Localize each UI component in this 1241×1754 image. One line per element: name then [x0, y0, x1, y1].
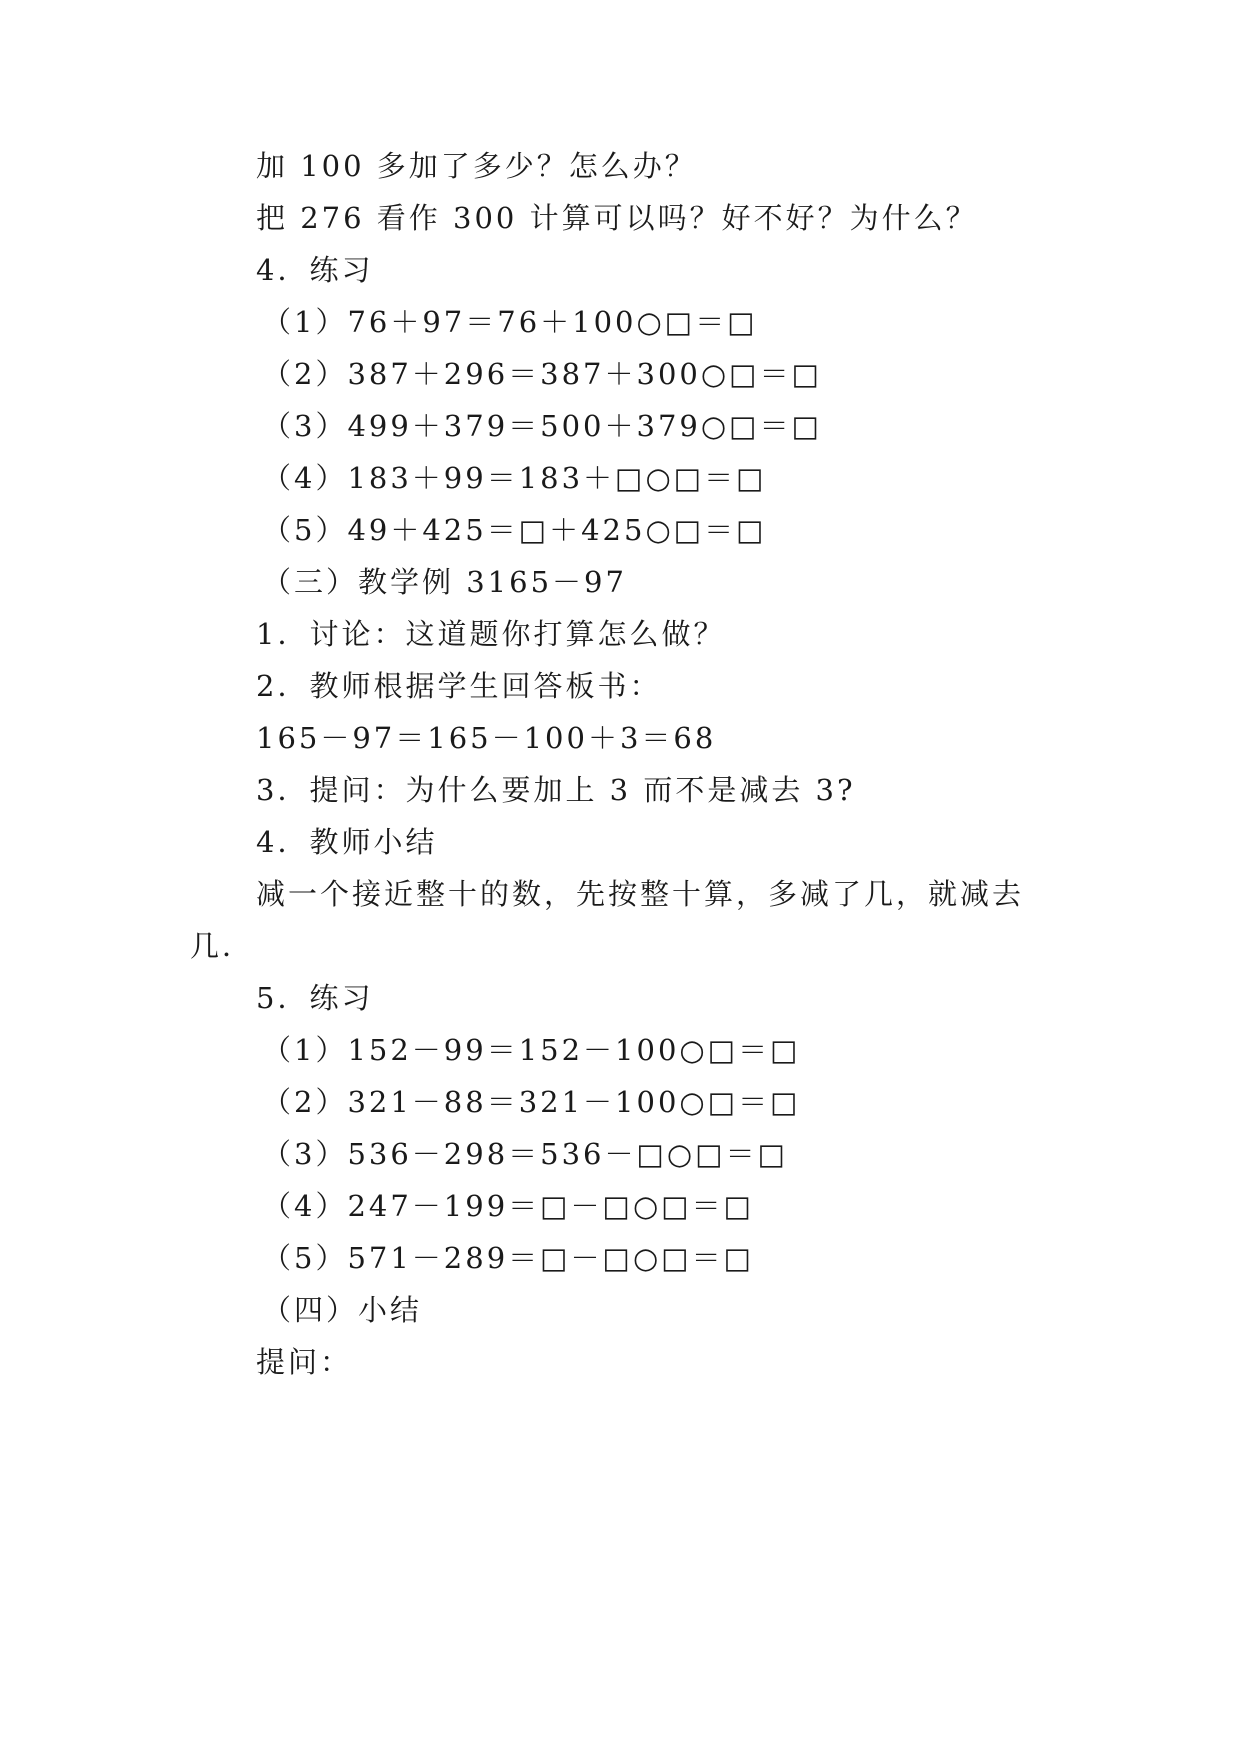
- exercise-item: （3）536－298＝536－□○□＝□: [262, 1137, 789, 1171]
- text-line: 加 100 多加了多少？怎么办？: [256, 149, 697, 183]
- exercise-item: （2）321－88＝321－100○□＝□: [262, 1085, 801, 1119]
- exercise-item: （5）49＋425＝□＋425○□＝□: [262, 513, 767, 547]
- exercise-item: （4）247－199＝□－□○□＝□: [262, 1189, 755, 1223]
- equation-line: 165－97＝165－100＋3＝68: [256, 721, 717, 755]
- exercise-item: （1）76＋97＝76＋100○□＝□: [262, 305, 758, 339]
- text-line: 几．: [190, 929, 255, 963]
- exercise-item: （2）387＋296＝387＋300○□＝□: [262, 357, 822, 391]
- section-heading: （三）教学例 3165－97: [262, 565, 627, 599]
- exercise-item: （1）152－99＝152－100○□＝□: [262, 1033, 801, 1067]
- text-line: 把 276 看作 300 计算可以吗？好不好？为什么？: [256, 201, 978, 235]
- section-heading: （四）小结: [262, 1293, 423, 1327]
- text-line: 减一个接近整十的数，先按整十算，多减了几，就减去: [256, 877, 1025, 911]
- text-line: 1．讨论：这道题你打算怎么做？: [256, 617, 726, 651]
- section-heading: 4．练习: [256, 253, 374, 287]
- text-line: 3．提问：为什么要加上 3 而不是减去 3?: [256, 773, 856, 807]
- section-heading: 5．练习: [256, 981, 374, 1015]
- text-line: 提问：: [256, 1345, 353, 1379]
- exercise-item: （4）183＋99＝183＋□○□＝□: [262, 461, 767, 495]
- section-heading: 4．教师小结: [256, 825, 438, 859]
- exercise-item: （3）499＋379＝500＋379○□＝□: [262, 409, 822, 443]
- text-line: 2．教师根据学生回答板书：: [256, 669, 662, 703]
- exercise-item: （5）571－289＝□－□○□＝□: [262, 1241, 755, 1275]
